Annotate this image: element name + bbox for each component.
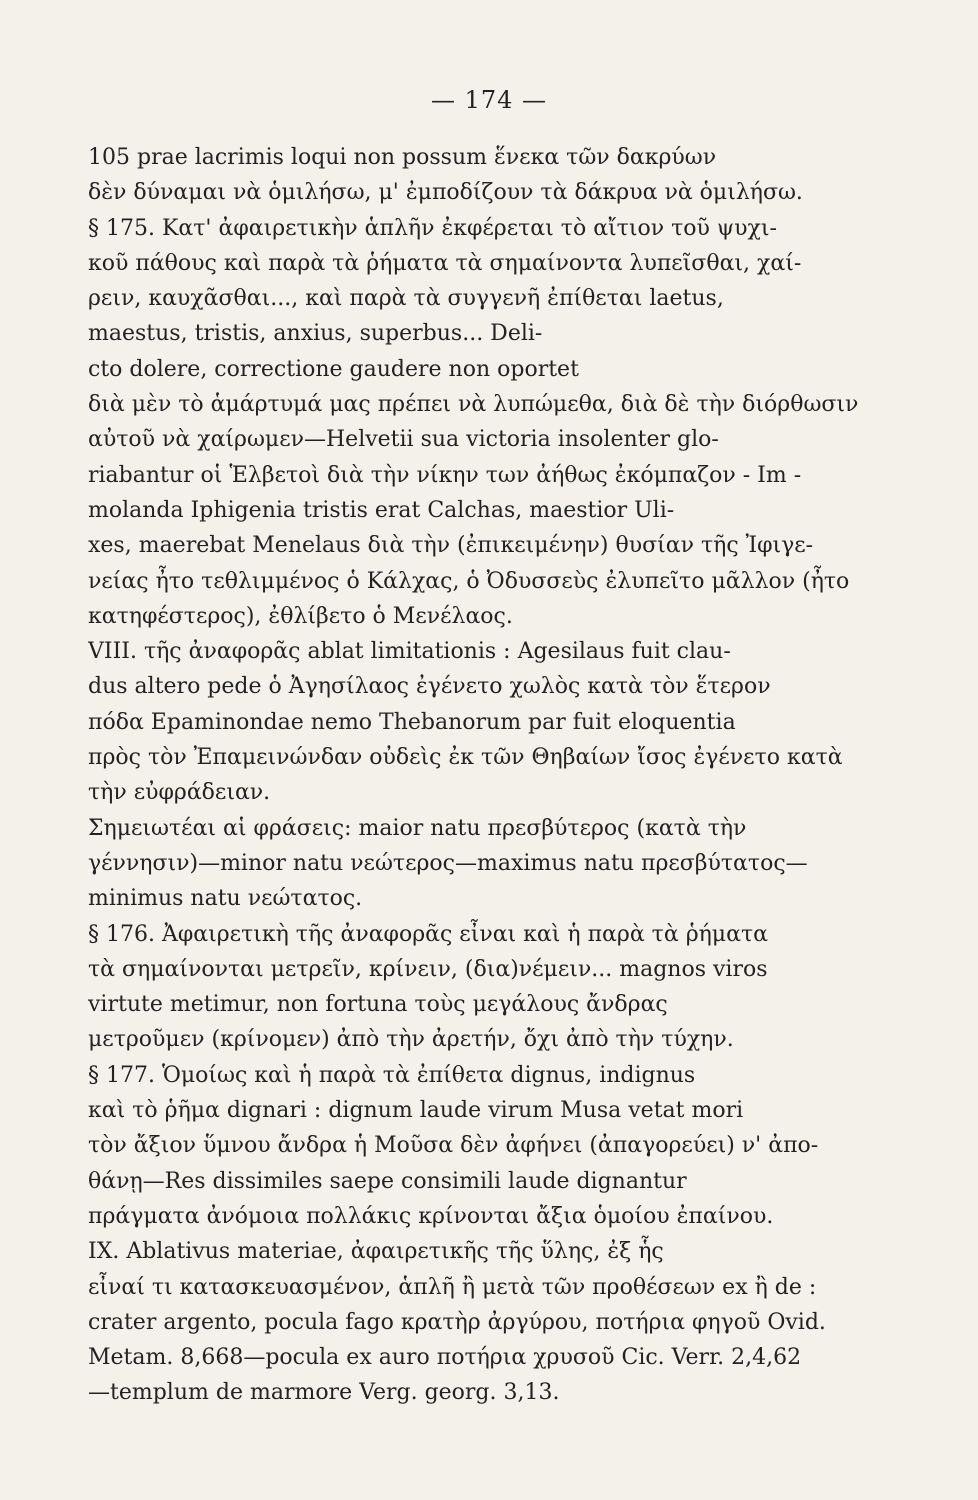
text-line: εἶναί τι κατασκευασμένον, ἁπλῆ ἢ μετὰ τῶν προθέσεων ex ἢ de : [88, 1274, 817, 1300]
text-line: molanda Iphigenia tristis erat Calchas, maestior Uli- [88, 497, 675, 523]
text-line: πρὸς τὸν Ἐπαμεινώνδαν οὐδεὶς ἐκ τῶν Θηβαίων ἴσος ἐγένετο κατὰ [88, 745, 843, 771]
text-line: minimus natu νεώτατος. [88, 886, 363, 912]
text-line: crater argento, pocula fago κρατὴρ ἀργύρου, ποτήρια φηγοῦ Ovid. [88, 1309, 826, 1335]
text-line: —templum de marmore Verg. georg. 3,13. [88, 1380, 560, 1406]
page-number: — 174 — [430, 86, 548, 114]
text-line: maestus, tristis, anxius, superbus... Deli- [88, 321, 543, 347]
text-line: IX. Ablativus materiae, ἀφαιρετικῆς τῆς ὕλης, ἐξ ἧς [88, 1239, 664, 1265]
text-line: πόδα Epaminondae nemo Thebanorum par fuit eloquentia [88, 709, 736, 735]
text-line: VIII. τῆς ἀναφορᾶς ablat limitationis : Agesilaus fuit clau- [88, 639, 731, 665]
text-line: τὴν εὐφράδειαν. [88, 780, 271, 806]
text-line: τὸν ἄξιον ὕμνου ἄνδρα ἡ Μοῦσα δὲν ἀφήνει (ἀπαγορεύει) ν' ἀπο- [88, 1133, 819, 1159]
text-line: μετροῦμεν (κρίνομεν) ἀπὸ τὴν ἀρετήν, ὄχι ἀπὸ τὴν τύχην. [88, 1027, 734, 1053]
text-line: Metam. 8,668—pocula ex auro ποτήρια χρυσοῦ Cic. Verr. 2,4,62 [88, 1345, 802, 1371]
text-line: riabantur οἱ Ἑλβετοὶ διὰ τὴν νίκην των ἀήθως ἐκόμπαζον - Im - [88, 462, 802, 488]
text-line: πράγματα ἀνόμοια πολλάκις κρίνονται ἄξια ὁμοίου ἐπαίνου. [88, 1203, 774, 1229]
text-line: κατηφέστερος), ἐθλίβετο ὁ Μενέλαος. [88, 603, 513, 629]
text-line: νείας ἦτο τεθλιμμένος ὁ Κάλχας, ὁ Ὀδυσσεὺς ἐλυπεῖτο μᾶλλον (ἦτο [88, 568, 850, 594]
text-line: cto dolere, correctione gaudere non oportet [88, 356, 579, 382]
text-line: ρειν, καυχᾶσθαι..., καὶ παρὰ τὰ συγγενῆ ἐπίθεται laetus, [88, 286, 724, 312]
text-line: § 177. Ὁμοίως καὶ ἡ παρὰ τὰ ἐπίθετα dignus, indignus [88, 1062, 696, 1088]
text-line: καὶ τὸ ῥῆμα dignari : dignum laude virum Musa vetat mori [88, 1098, 744, 1124]
text-line: virtute metimur, non fortuna τοὺς μεγάλους ἄνδρας [88, 992, 668, 1018]
text-line: διὰ μὲν τὸ ἁμάρτυμά μας πρέπει νὰ λυπώμεθα, διὰ δὲ τὴν διόρθωσιν [88, 392, 859, 418]
text-line: θάνῃ—Res dissimiles saepe consimili laude dignantur [88, 1168, 687, 1194]
text-line: xes, maerebat Menelaus διὰ τὴν (ἐπικειμένην) θυσίαν τῆς Ἰφιγε- [88, 533, 814, 559]
text-line: δὲν δύναμαι νὰ ὁμιλήσω, μ' ἐμποδίζουν τὰ δάκρυα νὰ ὁμιλήσω. [88, 180, 803, 206]
text-line: § 175. Κατ' ἀφαιρετικὴν ἁπλῆν ἐκφέρεται τὸ αἴτιον τοῦ ψυχι- [88, 215, 777, 241]
text-line: γέννησιν)—minor natu νεώτερος—maximus natu πρεσβύτατος— [88, 850, 808, 876]
text-line: τὰ σημαίνονται μετρεῖν, κρίνειν, (δια)νέμειν... magnos viros [88, 956, 768, 982]
text-line: dus altero pede ὁ Ἀγησίλαος ἐγένετο χωλὸς κατὰ τὸν ἕτερον [88, 674, 771, 700]
text-line: αὐτοῦ νὰ χαίρωμεν—Helvetii sua victoria insolenter glo- [88, 427, 719, 453]
text-line: 105 prae lacrimis loqui non possum ἕνεκα τῶν δακρύων [88, 145, 717, 170]
text-line: § 176. Ἀφαιρετικὴ τῆς ἀναφορᾶς εἶναι καὶ ἡ παρὰ τὰ ῥήματα [88, 921, 768, 947]
text-line: Σημειωτέαι αἱ φράσεις: maior natu πρεσβύτερος (κατὰ τὴν [88, 815, 747, 841]
body-text [88, 140, 914, 1411]
text-line: κοῦ πάθους καὶ παρὰ τὰ ῥήματα τὰ σημαίνοντα λυπεῖσθαι, χαί- [88, 250, 802, 276]
